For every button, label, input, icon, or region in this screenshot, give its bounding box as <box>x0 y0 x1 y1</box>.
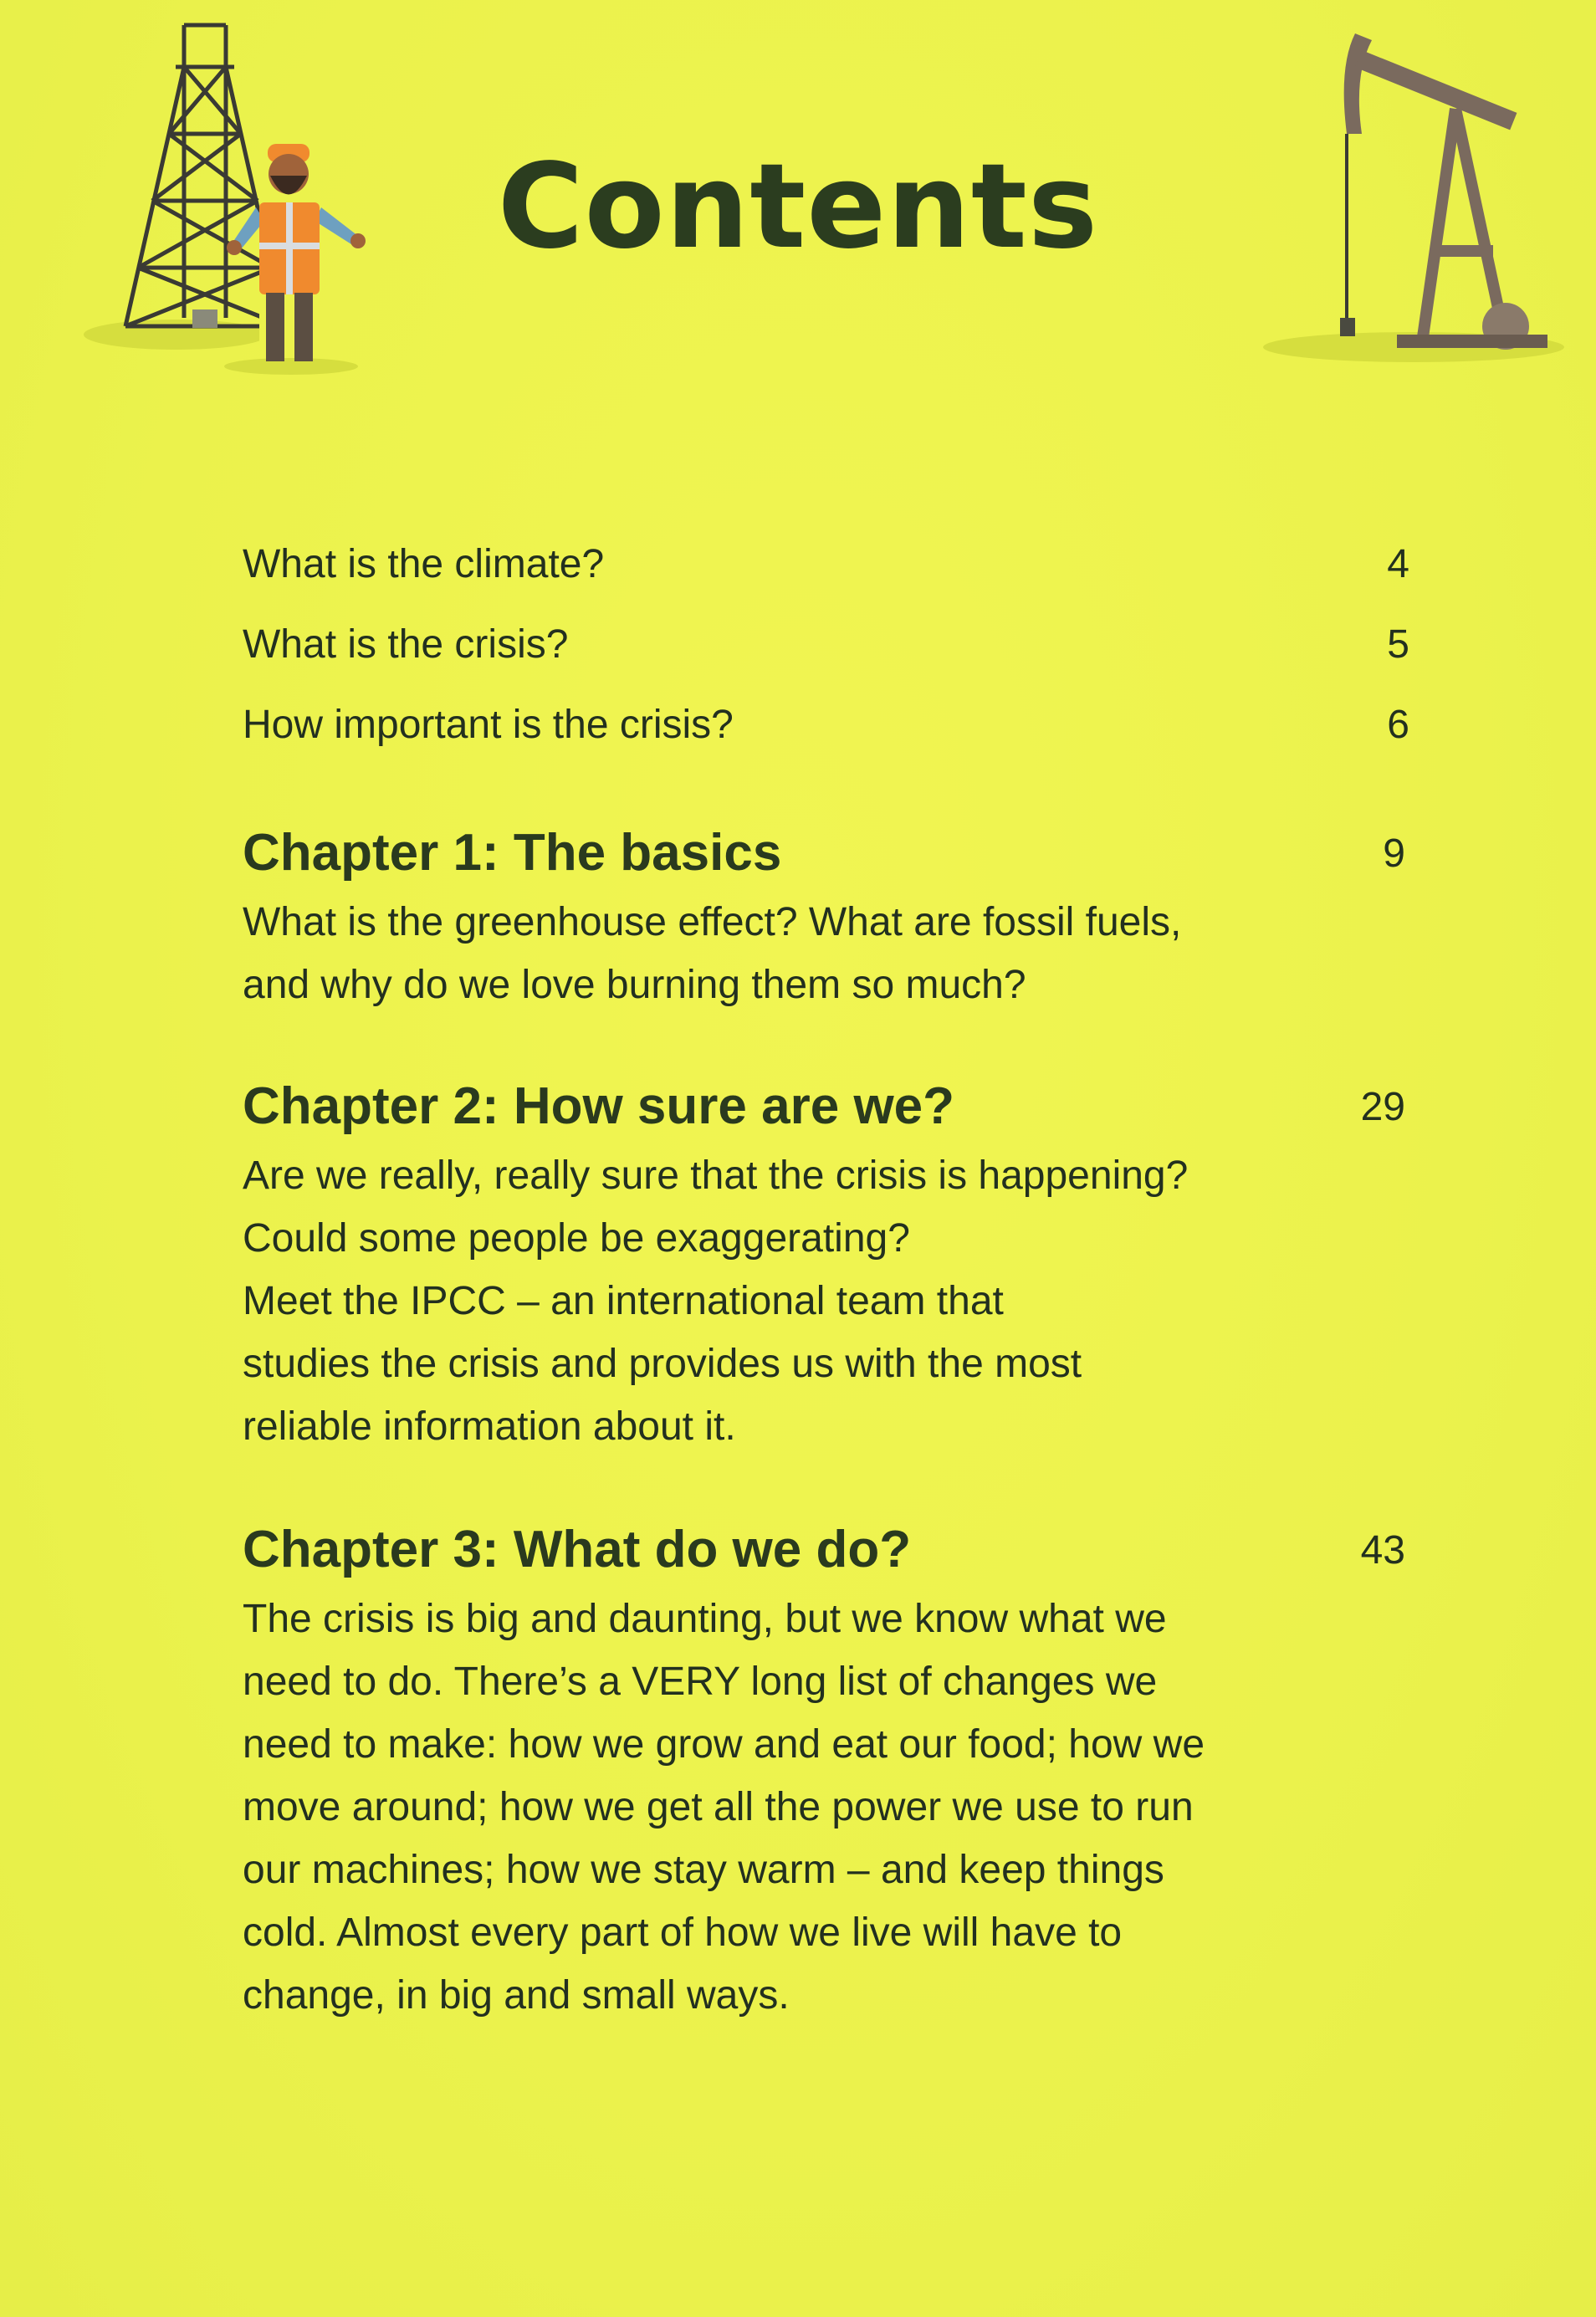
toc-entry <box>243 692 1409 759</box>
chapter-entry <box>243 1069 1409 1458</box>
toc-entry-label: How important is the crisis? <box>243 703 734 747</box>
chapter-title: Chapter 3: What do we do? <box>243 1521 912 1578</box>
toc-entry-page: 6 <box>1387 703 1409 747</box>
chapter-description-line: studies the crisis and provides us with the most <box>243 1342 1082 1386</box>
chapter-description <box>243 891 1280 1016</box>
chapter-description-line: reliable information about it. <box>243 1404 736 1449</box>
chapter-title: Chapter 2: How sure are we? <box>243 1077 955 1135</box>
toc-entry <box>243 531 1409 598</box>
toc-entry-label: What is the crisis? <box>243 622 569 667</box>
chapter-description-line: need to do. There’s a VERY long list of changes we <box>243 1660 1158 1704</box>
chapter-description-line: cold. Almost every part of how we live will have to <box>243 1910 1123 1955</box>
toc-entry-page: 4 <box>1387 542 1409 586</box>
chapter-description-line: change, in big and small ways. <box>243 1973 790 2018</box>
page-title: Contents <box>497 139 1099 275</box>
chapter-description-line: move around; how we get all the power we use to run <box>243 1785 1194 1829</box>
chapter-description <box>243 1144 1280 1458</box>
chapter-page: 9 <box>1383 831 1405 876</box>
chapter-description-line: What is the greenhouse effect? What are fossil fuels, <box>243 900 1182 944</box>
toc-entry <box>243 611 1409 678</box>
chapter-page: 29 <box>1360 1085 1405 1129</box>
chapter-title: Chapter 1: The basics <box>243 824 782 882</box>
chapter-entry <box>243 1512 1409 2027</box>
chapter-description-line: Meet the IPCC – an international team that <box>243 1279 1004 1323</box>
chapter-description <box>243 1588 1280 2027</box>
chapter-page: 43 <box>1360 1528 1405 1573</box>
chapter-entry <box>243 816 1409 1016</box>
toc-entry-label: What is the climate? <box>243 542 605 586</box>
chapter-description-line: The crisis is big and daunting, but we know what we <box>243 1597 1167 1641</box>
chapter-description-line: and why do we love burning them so much? <box>243 963 1026 1007</box>
chapter-description-line: need to make: how we grow and eat our food; how we <box>243 1722 1205 1767</box>
chapter-description-line: Could some people be exaggerating? <box>243 1216 910 1261</box>
toc-entry-page: 5 <box>1387 622 1409 667</box>
chapter-description-line: Are we really, really sure that the crisis is happening? <box>243 1153 1189 1198</box>
chapter-description-line: our machines; how we stay warm – and keep things <box>243 1848 1164 1892</box>
